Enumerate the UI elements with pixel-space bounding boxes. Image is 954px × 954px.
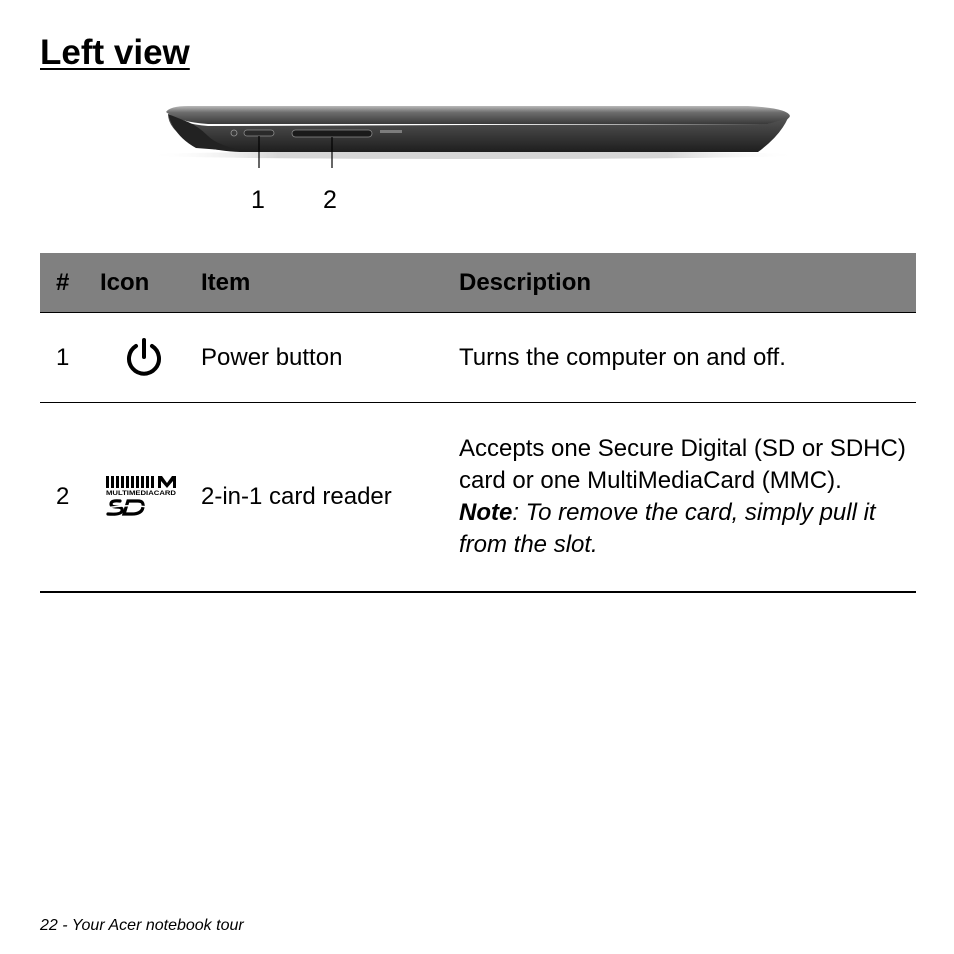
callout-label-1: 1 (251, 186, 265, 214)
header-description: Description (459, 253, 916, 313)
header-item: Item (201, 253, 459, 313)
row-number: 2 (40, 403, 100, 593)
note-text: : To remove the card, simply pull it from the slot. (459, 499, 876, 558)
card-reader-label-mark (380, 130, 402, 133)
callout-label-2: 2 (323, 186, 337, 214)
row-item: Power button (201, 313, 459, 403)
card-reader-slot (292, 130, 372, 137)
power-button-port (244, 130, 274, 136)
row-item: 2-in-1 card reader (201, 403, 459, 593)
multimediacard-sd-icon (104, 474, 180, 520)
page-footer: 22 - Your Acer notebook tour (40, 917, 244, 934)
note-label: Note (459, 499, 513, 526)
header-icon: Icon (100, 253, 201, 313)
table-row (40, 403, 916, 593)
power-icon (122, 336, 166, 380)
page-title: Left view (40, 33, 190, 72)
row-number: 1 (40, 313, 100, 403)
row-description-cell (459, 403, 916, 593)
multimediacard-text: MULTIMEDIACARD (106, 490, 177, 497)
table-row (40, 313, 916, 403)
table-header-row (40, 253, 916, 313)
row-description: Turns the computer on and off. (459, 313, 916, 403)
laptop-shadow (148, 151, 798, 159)
ports-table (40, 253, 916, 593)
laptop-lid (166, 106, 790, 124)
row-note (459, 497, 916, 561)
header-number: # (40, 253, 100, 313)
row-description: Accepts one Secure Digital (SD or SDHC) card or one MultiMediaCard (MMC). (459, 435, 906, 494)
laptop-left-side-illustration (148, 96, 808, 168)
